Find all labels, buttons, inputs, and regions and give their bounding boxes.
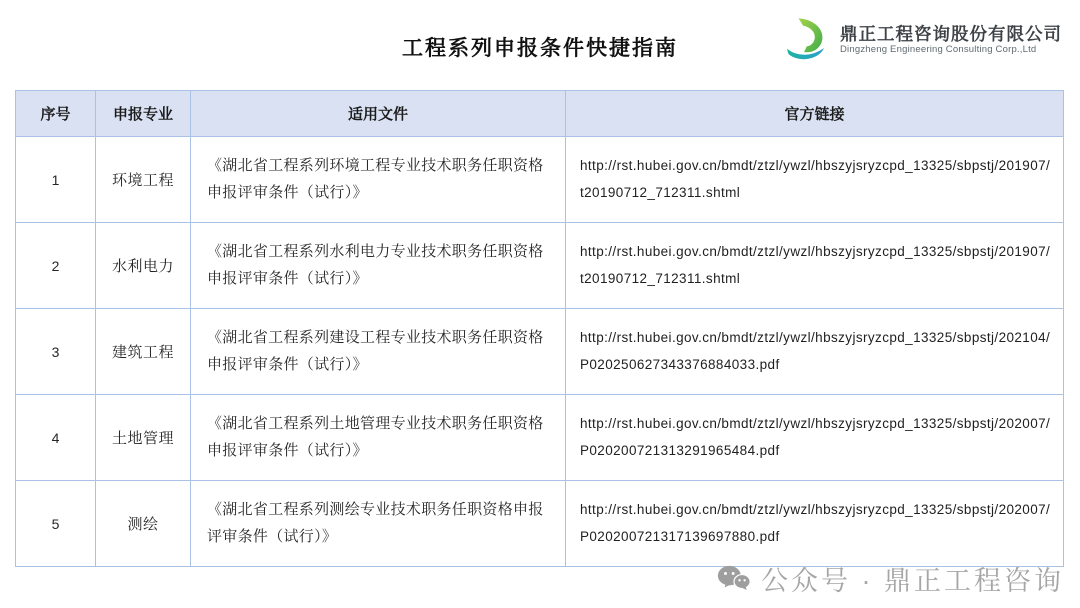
official-link: http://rst.hubei.gov.cn/bmdt/ztzl/ywzl/hbszyjsryzcpd_13325/sbpstj/202104/P020250627343376884033.pdf [566, 309, 1064, 395]
header-major: 申报专业 [96, 91, 191, 137]
dingzheng-logo-icon [784, 16, 832, 64]
document-title: 《湖北省工程系列水利电力专业技术职务任职资格申报评审条件（试行）》 [191, 223, 566, 309]
table-row [16, 309, 1064, 395]
table-row [16, 223, 1064, 309]
wechat-icon [717, 564, 751, 594]
table-row [16, 481, 1064, 567]
row-number: 5 [16, 481, 96, 567]
row-number: 2 [16, 223, 96, 309]
document-title: 《湖北省工程系列建设工程专业技术职务任职资格申报评审条件（试行）》 [191, 309, 566, 395]
major-name: 环境工程 [96, 137, 191, 223]
major-name: 测绘 [96, 481, 191, 567]
company-name-cn: 鼎正工程咨询股份有限公司 [840, 24, 1062, 45]
major-name: 土地管理 [96, 395, 191, 481]
row-number: 1 [16, 137, 96, 223]
major-name: 建筑工程 [96, 309, 191, 395]
company-name-block [840, 24, 1062, 55]
table-row [16, 395, 1064, 481]
official-link: http://rst.hubei.gov.cn/bmdt/ztzl/ywzl/hbszyjsryzcpd_13325/sbpstj/202007/P020200721317139697880.pdf [566, 481, 1064, 567]
document-title: 《湖北省工程系列测绘专业技术职务任职资格申报评审条件（试行）》 [191, 481, 566, 567]
official-link: http://rst.hubei.gov.cn/bmdt/ztzl/ywzl/hbszyjsryzcpd_13325/sbpstj/202007/P020200721313291965484.pdf [566, 395, 1064, 481]
table-header-row [16, 91, 1064, 137]
table-row [16, 137, 1064, 223]
wechat-watermark [717, 559, 1064, 598]
document-title: 《湖北省工程系列环境工程专业技术职务任职资格申报评审条件（试行）》 [191, 137, 566, 223]
page-title: 工程系列申报条件快捷指南 [402, 37, 678, 60]
guide-table [15, 90, 1064, 567]
row-number: 3 [16, 309, 96, 395]
watermark-text: 公众号 · 鼎正工程咨询 [761, 566, 1064, 596]
official-link: http://rst.hubei.gov.cn/bmdt/ztzl/ywzl/hbszyjsryzcpd_13325/sbpstj/201907/t20190712_712311.shtml [566, 137, 1064, 223]
document-title: 《湖北省工程系列土地管理专业技术职务任职资格申报评审条件（试行）》 [191, 395, 566, 481]
row-number: 4 [16, 395, 96, 481]
company-name-en: Dingzheng Engineering Consulting Corp.,Ltd [840, 43, 1037, 55]
company-logo [784, 16, 1062, 64]
header-link: 官方链接 [566, 91, 1064, 137]
major-name: 水利电力 [96, 223, 191, 309]
header-document: 适用文件 [191, 91, 566, 137]
header-no: 序号 [16, 91, 96, 137]
official-link: http://rst.hubei.gov.cn/bmdt/ztzl/ywzl/hbszyjsryzcpd_13325/sbpstj/201907/t20190712_712311.shtml [566, 223, 1064, 309]
